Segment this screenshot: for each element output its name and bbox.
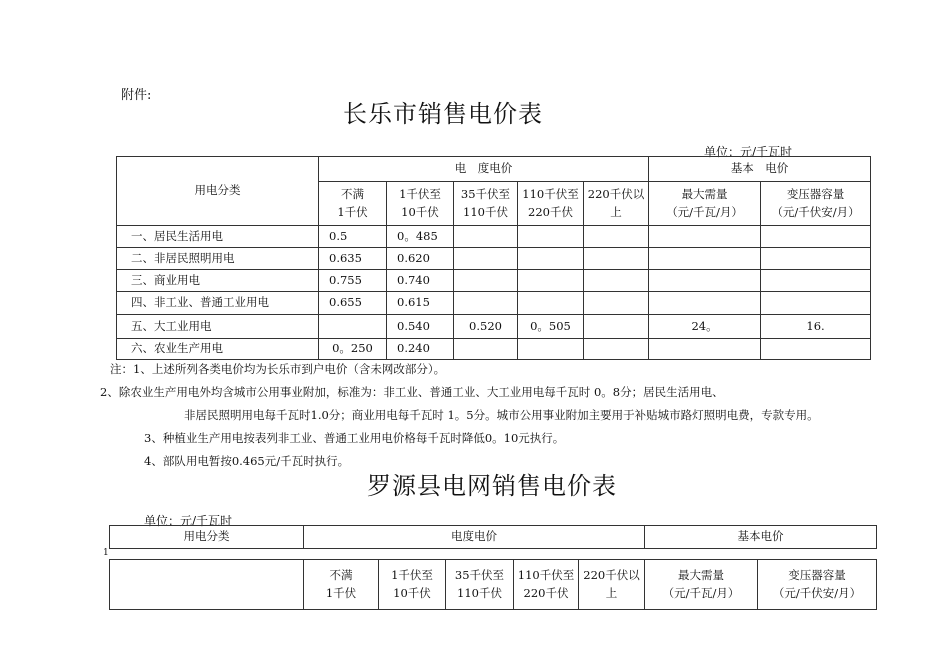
table-cell: 0.5 (319, 226, 387, 248)
table-cell (518, 226, 584, 248)
header-category: 用电分类 (110, 526, 304, 549)
notes (100, 358, 890, 473)
note-4: 4、部队用电暂按0.465元/千瓦时执行。 (144, 454, 350, 468)
table-cell: 0。505 (518, 315, 584, 339)
price-table-changle (116, 156, 871, 360)
attachment-label: 附件: (121, 88, 152, 103)
table-row (117, 270, 871, 292)
row-label: 五、大工业用电 (117, 315, 319, 339)
table-cell (584, 339, 649, 360)
table-cell: 16. (761, 315, 871, 339)
note-2-continued: 非居民照明用电每千瓦时1.0分；商业用电每千瓦时 1。5分。城市公用事业附加主要用于补贴城市路灯照明电费，专款专用。 (184, 408, 819, 422)
table-cell (761, 248, 871, 270)
price-table-luoyuan (109, 525, 877, 610)
table-cell (584, 292, 649, 315)
table-cell: 0.520 (454, 315, 518, 339)
table-cell (454, 226, 518, 248)
table-cell (649, 292, 761, 315)
table-cell (761, 270, 871, 292)
header-basic-price: 基本电价 (645, 526, 877, 549)
header-col-1-10kv: 1千伏至 10千伏 (387, 182, 454, 226)
table-cell (454, 270, 518, 292)
table-cell (319, 315, 387, 339)
table-cell: 0.620 (387, 248, 454, 270)
table-row (117, 292, 871, 315)
table-cell (649, 226, 761, 248)
note-3: 3、种植业生产用电按表列非工业、普通工业用电价格每千瓦时降低0。10元执行。 (144, 431, 565, 445)
table-cell (761, 292, 871, 315)
table-cell: 0.615 (387, 292, 454, 315)
header-col-transformer-capacity: 变压器容量 （元/千伏安/月） (761, 182, 871, 226)
header-category-blank (110, 560, 304, 610)
header-col-transformer-capacity: 变压器容量 （元/千伏安/月） (758, 560, 877, 610)
table-row (117, 226, 871, 248)
header-col-max-demand: 最大需量 （元/千瓦/月） (649, 182, 761, 226)
note-2: 2、除农业生产用电外均含城市公用事业附加，标准为：非工业、普通工业、大工业用电每千瓦时 0。8分；居民生活用电、 (100, 385, 724, 399)
row-label: 四、非工业、普通工业用电 (117, 292, 319, 315)
header-basic-price: 基本 电价 (649, 157, 871, 182)
table-cell (761, 226, 871, 248)
table-cell: 0.655 (319, 292, 387, 315)
table-cell (584, 315, 649, 339)
header-col-1-10kv: 1千伏至 10千伏 (379, 560, 446, 610)
table-gap (110, 549, 877, 560)
table-cell (518, 292, 584, 315)
table-cell: 24。 (649, 315, 761, 339)
table-row (117, 315, 871, 339)
table-cell: 0。485 (387, 226, 454, 248)
table-row (117, 248, 871, 270)
table-cell: 0.635 (319, 248, 387, 270)
table2-unit: 单位：元/千瓦时 (144, 514, 233, 528)
header-energy-price: 电 度电价 (319, 157, 649, 182)
header-col-110-220kv: 110千伏至 220千伏 (518, 182, 584, 226)
note-1: 注：1、上述所列各类电价均为长乐市到户电价（含未网改部分）。 (110, 362, 446, 376)
header-col-35-110kv: 35千伏至 110千伏 (446, 560, 514, 610)
table1-unit: 单位：元/千瓦时 (704, 145, 793, 159)
row-label: 一、居民生活用电 (117, 226, 319, 248)
table-cell (454, 339, 518, 360)
table-cell (761, 339, 871, 360)
header-col-max-demand: 最大需量 （元/千瓦/月） (645, 560, 758, 610)
table-cell (454, 248, 518, 270)
table-cell (649, 339, 761, 360)
row-label: 六、农业生产用电 (117, 339, 319, 360)
table-cell (649, 248, 761, 270)
table-row (117, 339, 871, 360)
table-cell (518, 248, 584, 270)
table-cell (584, 226, 649, 248)
header-col-220kv-above: 220千伏以 上 (579, 560, 645, 610)
table-cell (518, 270, 584, 292)
table-cell: 0.240 (387, 339, 454, 360)
table-cell (649, 270, 761, 292)
header-energy-price: 电度电价 (304, 526, 645, 549)
header-col-35-110kv: 35千伏至 110千伏 (454, 182, 518, 226)
header-col-110-220kv: 110千伏至 220千伏 (514, 560, 579, 610)
table-cell (454, 292, 518, 315)
header-col-under-1kv: 不满 1千伏 (304, 560, 379, 610)
row-label: 二、非居民照明用电 (117, 248, 319, 270)
page-marker: 1 (103, 548, 109, 558)
table2-title: 罗源县电网销售电价表 (367, 472, 617, 500)
table-cell (518, 339, 584, 360)
table-cell: 0.740 (387, 270, 454, 292)
table-cell: 0。250 (319, 339, 387, 360)
table-cell: 0.540 (387, 315, 454, 339)
table-cell: 0.755 (319, 270, 387, 292)
header-col-under-1kv: 不满 1千伏 (319, 182, 387, 226)
header-category: 用电分类 (117, 157, 319, 226)
row-label: 三、商业用电 (117, 270, 319, 292)
table-cell (584, 270, 649, 292)
header-col-220kv-above: 220千伏以 上 (584, 182, 649, 226)
table-cell (584, 248, 649, 270)
table1-title: 长乐市销售电价表 (343, 100, 543, 128)
